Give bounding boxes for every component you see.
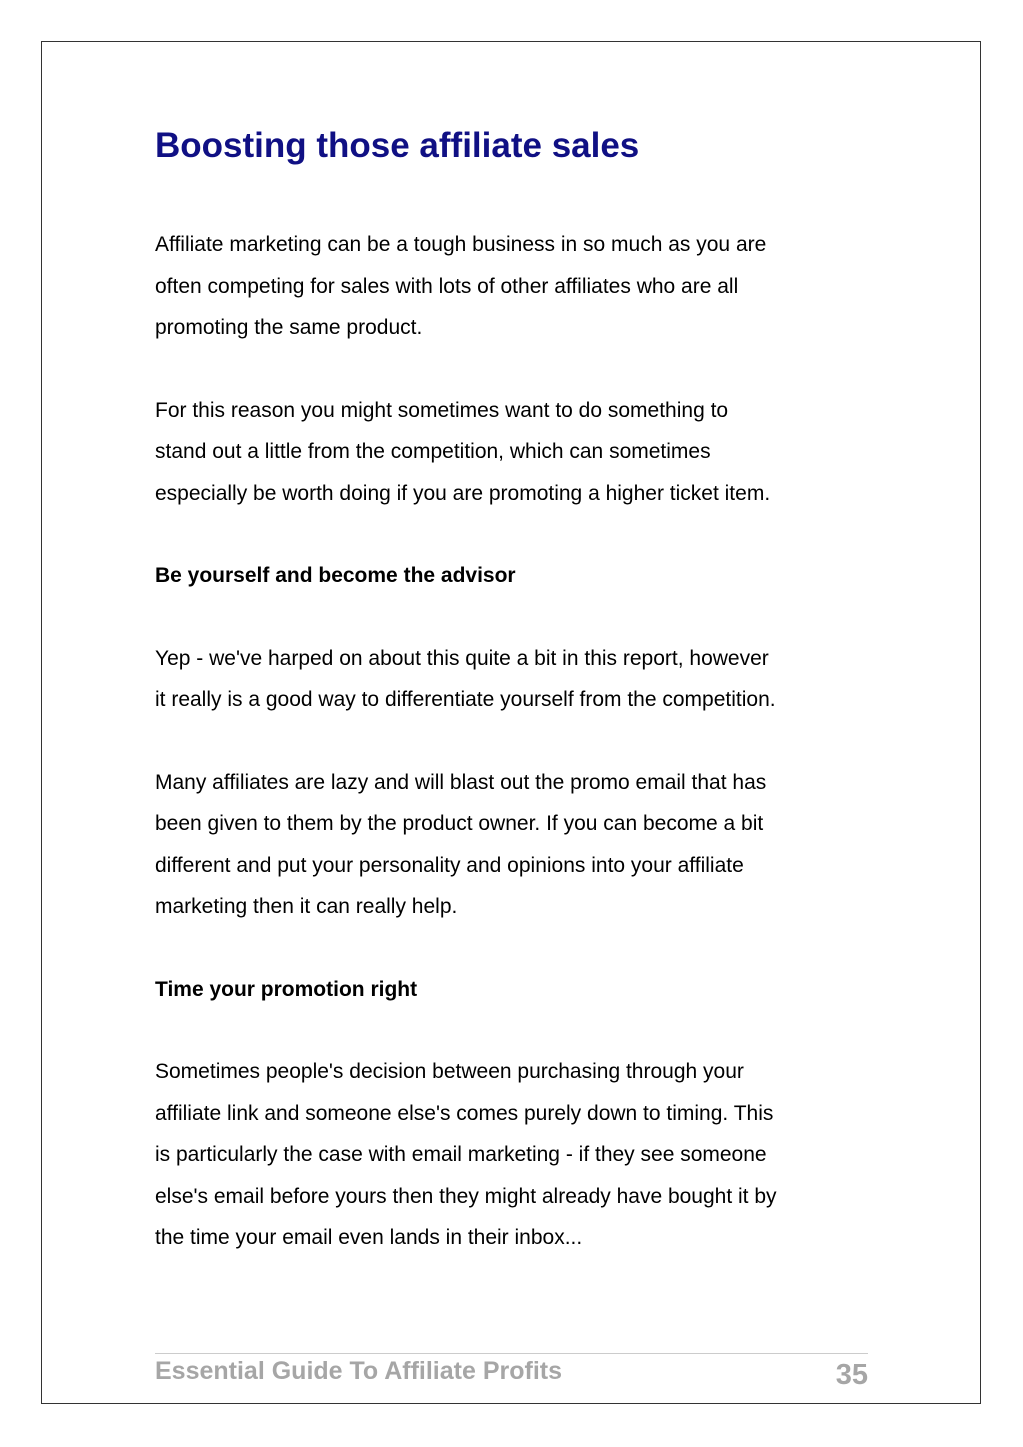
- paragraph-timing: [155, 1051, 885, 1259]
- text-line: affiliate link and someone else's comes purely down to timing. This: [155, 1101, 774, 1125]
- text-line: often competing for sales with lots of other affiliates who are all: [155, 274, 739, 298]
- text-line: different and put your personality and opinions into your affiliate: [155, 853, 744, 877]
- text-line: marketing then it can really help.: [155, 895, 458, 918]
- text-line: Yep - we've harped on about this quite a bit in this report, however: [155, 646, 769, 670]
- text-line: Many affiliates are lazy and will blast out the promo email that has: [155, 770, 767, 794]
- text-line: the time your email even lands in their inbox...: [155, 1226, 583, 1249]
- text-line: is particularly the case with email marketing - if they see someone: [155, 1143, 767, 1166]
- text-line: it really is a good way to differentiate yourself from the competition.: [155, 688, 776, 711]
- text-line: Affiliate marketing can be a tough business in so much as you are: [155, 233, 767, 256]
- page-number: 35: [835, 1359, 868, 1391]
- subheading-time-promotion: Time your promotion right: [155, 977, 418, 1001]
- text-line: stand out a little from the competition, which can sometimes: [155, 440, 711, 463]
- text-line: else's email before yours then they might already have bought it by: [155, 1184, 777, 1208]
- page-title: Boosting those affiliate sales: [155, 126, 640, 165]
- paragraph-reason: [155, 390, 885, 515]
- subheading-be-yourself: Be yourself and become the advisor: [155, 564, 516, 587]
- paragraph-yep: [155, 638, 885, 721]
- paragraph-intro: [155, 224, 885, 349]
- footer-book-title: Essential Guide To Affiliate Profits: [155, 1357, 563, 1385]
- document-body: [155, 224, 885, 1300]
- text-line: been given to them by the product owner. If you can become a bit: [155, 812, 764, 835]
- text-line: Sometimes people's decision between purchasing through your: [155, 1060, 744, 1083]
- text-line: promoting the same product.: [155, 316, 423, 339]
- text-line: For this reason you might sometimes want to do something to: [155, 398, 729, 422]
- paragraph-lazy-affiliates: [155, 762, 885, 928]
- text-line: especially be worth doing if you are promoting a higher ticket item.: [155, 481, 771, 505]
- footer-divider: [155, 1353, 868, 1354]
